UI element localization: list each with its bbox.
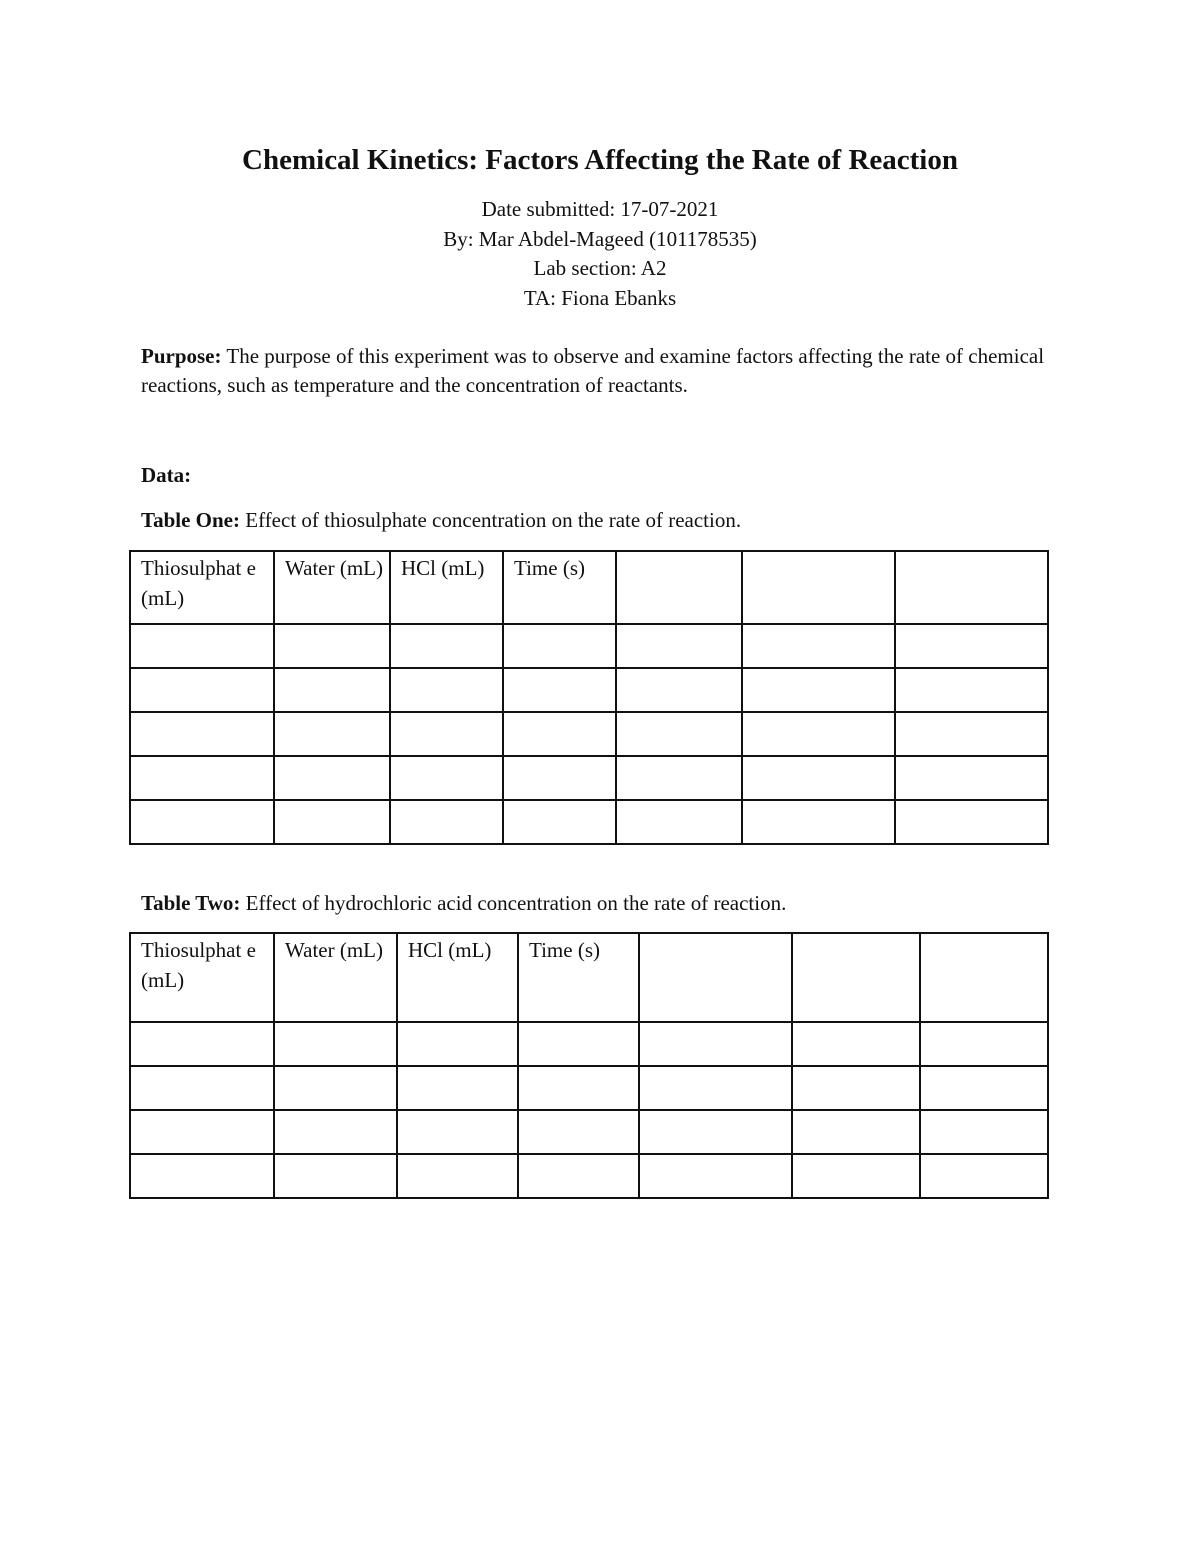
date-submitted: Date submitted: 17-07-2021 xyxy=(481,197,719,221)
table-cell xyxy=(130,712,274,756)
header-cell-blank xyxy=(792,933,920,1022)
document-title: Chemical Kinetics: Factors Affecting the Rate of Reaction xyxy=(242,144,958,176)
table-row xyxy=(130,712,1048,756)
table-cell xyxy=(518,1022,639,1066)
table-cell xyxy=(130,1110,274,1154)
table-cell xyxy=(792,1154,920,1198)
data-heading xyxy=(141,461,1051,490)
table-cell xyxy=(518,1110,639,1154)
table-cell xyxy=(895,756,1048,800)
table-cell xyxy=(397,1110,518,1154)
table-header-row xyxy=(130,933,1048,1022)
table-row xyxy=(130,624,1048,668)
header-cell-blank xyxy=(742,551,895,624)
table-row xyxy=(130,1154,1048,1198)
header-cell-water: Water (mL) xyxy=(274,933,397,1022)
table-cell xyxy=(616,756,742,800)
purpose-label: Purpose: xyxy=(141,344,222,368)
table-one-caption-label: Table One: xyxy=(141,508,240,532)
table-cell xyxy=(742,756,895,800)
document-meta xyxy=(0,195,1200,313)
table-cell xyxy=(792,1066,920,1110)
table-row xyxy=(130,1022,1048,1066)
table-cell xyxy=(397,1022,518,1066)
lab-section: Lab section: A2 xyxy=(533,256,667,280)
table-two-caption-text: Effect of hydrochloric acid concentration on the rate of reaction. xyxy=(240,891,787,915)
table-cell xyxy=(503,800,616,844)
table-cell xyxy=(390,712,503,756)
table-cell xyxy=(920,1066,1048,1110)
table-cell xyxy=(390,756,503,800)
table-cell xyxy=(616,712,742,756)
table-row xyxy=(130,800,1048,844)
header-cell-blank xyxy=(616,551,742,624)
table-cell xyxy=(390,800,503,844)
table-cell xyxy=(920,1022,1048,1066)
purpose-text: The purpose of this experiment was to observe and examine factors affecting the rate of chemical reactions, such as temperature and the concentration of reactants. xyxy=(141,344,1045,397)
table-cell xyxy=(130,668,274,712)
table-row xyxy=(130,1066,1048,1110)
header-cell-time: Time (s) xyxy=(503,551,616,624)
table-cell xyxy=(503,712,616,756)
table-cell xyxy=(130,756,274,800)
table-cell xyxy=(274,1110,397,1154)
table-cell xyxy=(130,800,274,844)
table-one-caption-text: Effect of thiosulphate concentration on the rate of reaction. xyxy=(240,508,742,532)
table-cell xyxy=(130,1154,274,1198)
table-cell xyxy=(274,624,390,668)
table-cell xyxy=(792,1110,920,1154)
table-cell xyxy=(274,1154,397,1198)
table-cell xyxy=(397,1154,518,1198)
table-cell xyxy=(742,800,895,844)
table-cell xyxy=(518,1154,639,1198)
table-cell xyxy=(274,1022,397,1066)
table-cell xyxy=(920,1154,1048,1198)
table-cell xyxy=(130,1022,274,1066)
header-cell-blank xyxy=(920,933,1048,1022)
table-cell xyxy=(390,624,503,668)
table-cell xyxy=(792,1022,920,1066)
table-cell xyxy=(742,668,895,712)
table-cell xyxy=(895,668,1048,712)
table-cell xyxy=(895,624,1048,668)
table-header-row xyxy=(130,551,1048,624)
header-cell-blank xyxy=(895,551,1048,624)
table-row xyxy=(130,668,1048,712)
header-cell-time: Time (s) xyxy=(518,933,639,1022)
teaching-assistant: TA: Fiona Ebanks xyxy=(523,285,677,310)
header-cell-water: Water (mL) xyxy=(274,551,390,624)
header-cell-hcl: HCl (mL) xyxy=(390,551,503,624)
table-cell xyxy=(130,1066,274,1110)
table-cell xyxy=(742,624,895,668)
table-cell xyxy=(616,624,742,668)
table-row xyxy=(130,1110,1048,1154)
header-cell-thiosulphate: Thiosulphat e (mL) xyxy=(130,933,274,1022)
table-cell xyxy=(639,1066,792,1110)
header-cell-thiosulphate: Thiosulphat e (mL) xyxy=(130,551,274,624)
table-one xyxy=(129,550,1049,845)
table-cell xyxy=(130,624,274,668)
table-cell xyxy=(742,712,895,756)
table-cell xyxy=(503,668,616,712)
table-cell xyxy=(274,756,390,800)
table-two-caption-label: Table Two: xyxy=(141,891,241,915)
table-cell xyxy=(518,1066,639,1110)
table-cell xyxy=(503,756,616,800)
table-cell xyxy=(390,668,503,712)
table-cell xyxy=(503,624,616,668)
author: By: Mar Abdel-Mageed (101178535) xyxy=(443,226,757,251)
table-cell xyxy=(397,1066,518,1110)
data-heading-label: Data: xyxy=(141,463,192,487)
table-two xyxy=(129,932,1049,1199)
table-cell xyxy=(274,1066,397,1110)
table-cell xyxy=(274,668,390,712)
table-one-caption xyxy=(141,506,1051,535)
table-cell xyxy=(639,1154,792,1198)
table-cell xyxy=(274,712,390,756)
table-cell xyxy=(274,800,390,844)
table-cell xyxy=(616,800,742,844)
table-two-caption xyxy=(141,889,1051,918)
header-cell-blank xyxy=(639,933,792,1022)
purpose-paragraph xyxy=(141,342,1051,400)
table-cell xyxy=(895,800,1048,844)
header-cell-hcl: HCl (mL) xyxy=(397,933,518,1022)
table-cell xyxy=(639,1110,792,1154)
table-row xyxy=(130,756,1048,800)
table-cell xyxy=(639,1022,792,1066)
table-cell xyxy=(895,712,1048,756)
table-cell xyxy=(616,668,742,712)
table-cell xyxy=(920,1110,1048,1154)
